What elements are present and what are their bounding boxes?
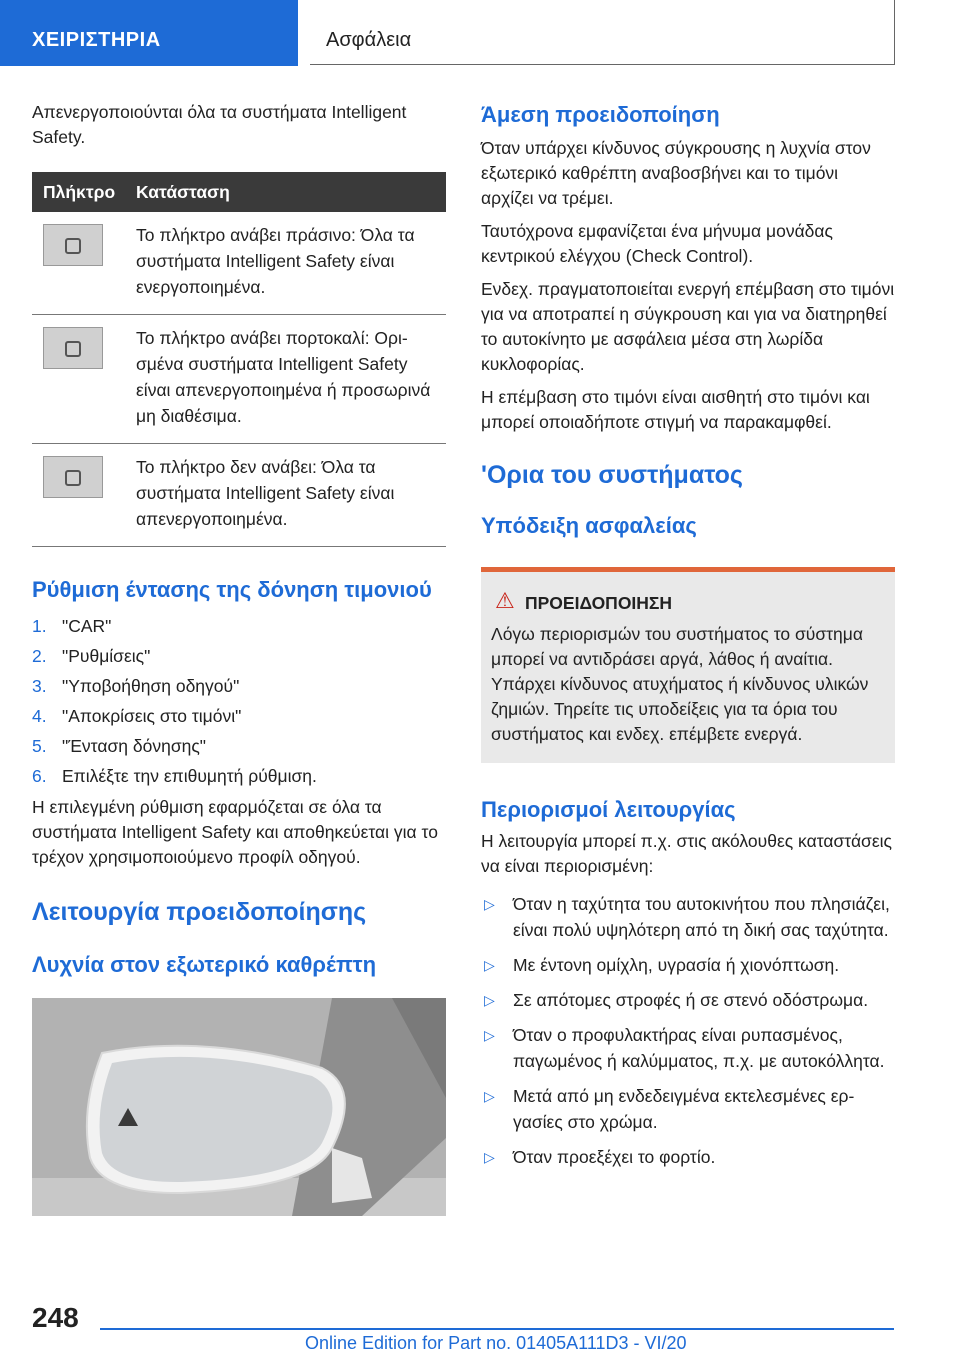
list-item: ▷ Μετά από μη ενδεδειγμένα εκτελεσμένες εργασίες στο χρώμα. (481, 1083, 895, 1135)
button-status-table (32, 172, 446, 547)
left-column (32, 100, 446, 1216)
right-column (481, 100, 895, 1179)
status-text: Το πλήκτρο ανάβει πράσινο: Όλα τα συστήματα Intelligent Safety είναι ενεργοποιημένα. (136, 212, 446, 315)
chapter-title: Ασφάλεια (326, 29, 412, 51)
triangle-bullet-icon: ▷ (484, 992, 495, 1008)
list-item: 1. "CAR" (32, 616, 112, 636)
warning-title: ΠΡΟΕΙΔΟΠΟΙΗΣΗ (525, 593, 673, 613)
col-button-header: Πλήκτρο (32, 172, 136, 212)
status-text: Το πλήκτρο ανάβει πορτοκαλί: Ορισμένα συστήματα Intelligent Safety είναι απενεργοποιημένα ή προσωρινά μη διαθέσιμα. (136, 315, 446, 444)
section-tab (0, 0, 298, 66)
warning-function-heading: Λειτουργία προειδοποίησης (32, 898, 367, 926)
restrictions-list (481, 891, 895, 1170)
steps-list (32, 611, 446, 791)
list-item: ▷ Όταν προεξέχει το φορτίο. (481, 1144, 895, 1170)
list-item: ▷ Όταν η ταχύτητα του αυτοκινήτου που πλησιάζει, είναι πολύ υψηλότερη από τη δική σας ταχύτητα. (481, 891, 895, 943)
triangle-bullet-icon: ▷ (484, 957, 495, 973)
safety-note-heading: Υπόδειξη ασφαλείας (481, 513, 697, 538)
triangle-bullet-icon: ▷ (484, 1088, 495, 1104)
direct-warning-p2: Ταυτόχρονα εμφανίζεται ένα μήνυμα μονάδας κεντρικού ελέγχου (Check Control). (481, 221, 833, 266)
direct-warning-heading: Άμεση προειδοποίηση (481, 102, 720, 127)
triangle-bullet-icon: ▷ (484, 1149, 495, 1165)
list-item: 6. Επιλέξτε την επιθυμητή ρύθμιση. (32, 766, 317, 786)
direct-warning-p1: Όταν υπάρχει κίνδυνος σύγκρουσης η λυχνία στον εξωτερικό καθρέπτη αναβοσβήνει και το τιμόνι αρχίζει να τρέμει. (481, 138, 871, 208)
list-item: 5. "Ένταση δόνησης" (32, 736, 206, 756)
section-title: ΧΕΙΡΙΣΤΗΡΙΑ (32, 29, 161, 51)
vibration-heading: Ρύθμιση έντασης της δόνηση τιμονιού (32, 577, 432, 602)
list-item: ▷ Σε απότομες στροφές ή σε στενό οδόστρωμα. (481, 987, 895, 1013)
table-row (32, 315, 446, 444)
system-limits-heading: 'Ορια του συστήματος (481, 461, 743, 489)
table-row (32, 444, 446, 547)
chapter-header (310, 0, 895, 65)
table-row (32, 212, 446, 315)
intelligent-safety-button-icon (43, 224, 103, 266)
status-text: Το πλήκτρο δεν ανάβει: Όλα τα συστήματα Intelligent Safety είναι απενεργοποιημένα. (136, 444, 446, 547)
triangle-bullet-icon: ▷ (484, 896, 495, 912)
warning-box (481, 567, 895, 763)
list-item: 3. "Υποβοήθηση οδηγού" (32, 676, 240, 696)
intelligent-safety-button-icon (43, 327, 103, 369)
list-item: 4. "Αποκρίσεις στο τιμόνι" (32, 706, 242, 726)
edition-text: Online Edition for Part no. 01405A111D3 - VI/20 (305, 1333, 687, 1353)
mirror-lamp-heading: Λυχνία στον εξωτερικό καθρέπτη (32, 952, 377, 977)
direct-warning-p3: Ενδεχ. πραγματοποιείται ενεργή επέμβαση στο τιμόνι για να αποτραπεί η σύγκρουση και για να διατηρηθεί το αυτοκίνητο με ασφάλεια μέσα στη λωρίδα κυκλοφορίας. (481, 279, 895, 374)
footer-divider (100, 1328, 894, 1330)
table-header (32, 172, 446, 212)
col-status-header: Κατάσταση (136, 172, 446, 212)
direct-warning-p4: Η επέμβαση στο τιμόνι είναι αισθητή στο τιμόνι και μπορεί οποιαδήποτε στιγμή να παρακαμφθεί. (481, 387, 870, 432)
warning-triangle-icon: ⚠ (495, 588, 515, 613)
list-item: 2. "Ρυθμίσεις" (32, 646, 151, 666)
vibration-note: Η επιλεγμένη ρύθμιση εφαρμόζεται σε όλα τα συστήματα Intelligent Safety και αποθηκεύεται για το τρέχον χρησιμοποιούμενο προφίλ οδηγού. (32, 797, 438, 867)
mirror-image (32, 998, 446, 1216)
intro-text: Απενεργοποιούνται όλα τα συστήματα Intelligent Safety. (32, 102, 407, 147)
restrictions-heading: Περιορισμοί λειτουργίας (481, 797, 736, 822)
restrictions-intro: Η λειτουργία μπορεί π.χ. στις ακόλουθες καταστάσεις να είναι περιορισμένη: (481, 831, 892, 876)
list-item: ▷ Με έντονη ομίχλη, υγρασία ή χιονόπτωση. (481, 952, 895, 978)
intelligent-safety-button-icon (43, 456, 103, 498)
list-item: ▷ Όταν ο προφυλακτήρας είναι ρυπασμένος, παγωμένος ή καλύμματος, π.χ. με αυτοκόλλητα. (481, 1022, 895, 1074)
page-number: 248 (32, 1302, 79, 1333)
warning-text: Λόγω περιορισμών του συστήματος το σύστημα μπορεί να αντιδράσει αργά, λάθος ή αναίτια. Υπάρχει κίνδυνος ατυχήματος ή κίνδυνος υλικών ζημιών. Τηρείτε τις υποδείξεις για τα όρια του συστήματος και ενδεχ. επέμβετε ενεργά. (491, 624, 869, 744)
triangle-bullet-icon: ▷ (484, 1027, 495, 1043)
